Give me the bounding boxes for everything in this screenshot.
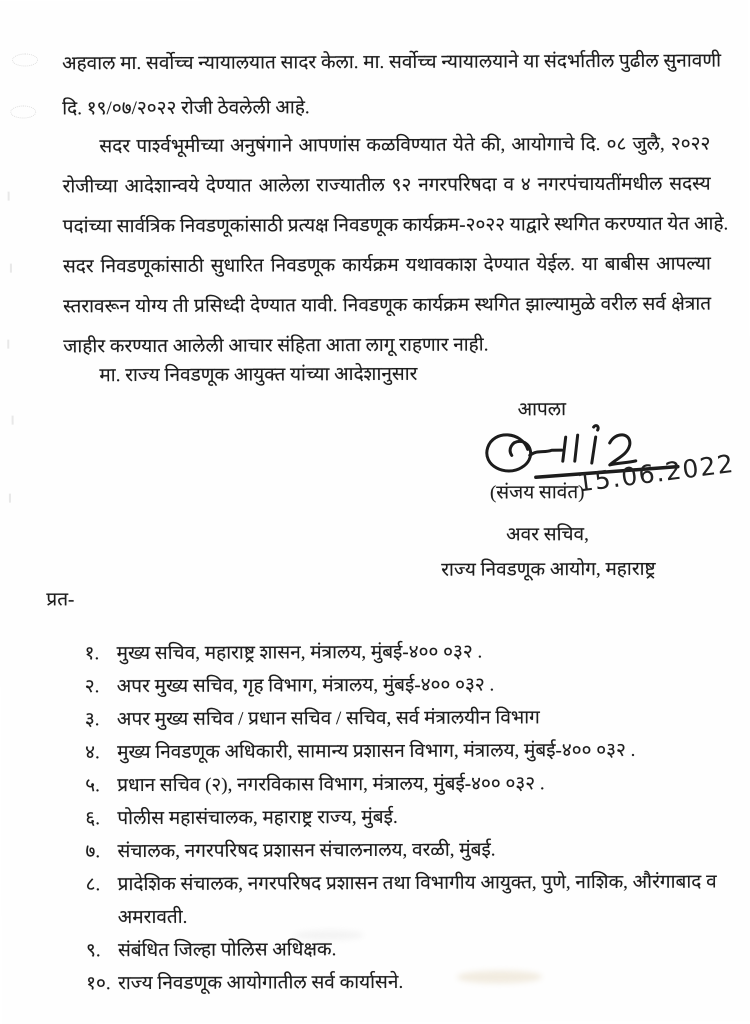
- paragraph-hearing-date: [62, 39, 722, 132]
- copy-item-number: ७.: [85, 841, 101, 863]
- copy-item-number: ३.: [84, 709, 100, 731]
- paragraph-line: पदांच्या सार्वत्रिक निवडणूकांसाठी प्रत्यक्ष निवडणूक कार्यक्रम-२०२२ याद्वारे स्थगित करण्यात येत आहे.: [62, 213, 729, 238]
- signatory-organization: राज्य निवडणूक आयोग, महाराष्ट्र: [441, 558, 656, 581]
- copy-item-text: अपर मुख्य सचिव, गृह विभाग, मंत्रालय, मुंबई-४०० ०३२ .: [116, 674, 495, 698]
- copy-item-number: १.: [84, 643, 100, 665]
- closing-salutation: आपला: [517, 399, 567, 421]
- handwritten-date: 15.06.2022: [575, 448, 737, 498]
- scan-artifact: [12, 416, 14, 425]
- copy-item-text: प्रादेशिक संचालक, नगरपरिषद प्रशासन तथा विभागीय आयुक्त, पुणे, नाशिक, औरंगाबाद व अमरावती.: [117, 871, 717, 929]
- copy-item-text: पोलीस महासंचालक, महाराष्ट्र राज्य, मुंबई.: [117, 806, 398, 830]
- copy-item-number: २.: [84, 676, 100, 698]
- copy-list-item: [85, 668, 717, 704]
- scan-artifact: [10, 264, 12, 273]
- copy-item-text: मुख्य सचिव, महाराष्ट्र शासन, मंत्रालय, मुंबई-४०० ०३२ .: [116, 641, 483, 665]
- copy-list-item: [85, 800, 717, 836]
- copy-item-text: राज्य निवडणूक आयोगातील सर्व कार्यासने.: [118, 971, 404, 995]
- copy-item-text: संबंधित जिल्हा पोलिस अधिक्षक.: [117, 939, 337, 962]
- copies-label: प्रत-: [46, 589, 75, 611]
- paragraph-line: रोजीच्या आदेशान्वये देण्यात आलेला राज्यातील ९२ नगरपरिषदा व ४ नगरपंचायतींमधील सदस्य: [62, 173, 711, 198]
- copy-list-item: [85, 701, 717, 737]
- paragraph-line: अहवाल मा. सर्वोच्च न्यायालयात सादर केला. मा. सर्वोच्च न्यायालयाने या संदर्भातील पुढील सुनावणी: [62, 50, 722, 75]
- copy-list-item: [85, 767, 717, 803]
- scan-artifact: [7, 340, 9, 349]
- copy-list-item: [85, 833, 717, 869]
- scan-artifact: [9, 494, 11, 503]
- copy-item-text: प्रधान सचिव (२), नगरविकास विभाग, मंत्रालय, मुंबई-४०० ०३२ .: [117, 773, 545, 797]
- scan-artifact: [10, 105, 36, 118]
- copy-list-item: [85, 734, 717, 770]
- signatory-name: (संजय सावंत): [489, 482, 585, 504]
- copy-item-number: ६.: [85, 808, 101, 830]
- copy-list-item: [85, 635, 717, 671]
- copy-item-number: १०.: [86, 973, 111, 995]
- paragraph-line: जाहीर करण्यात आलेली आचार संहिता आता लागू राहणार नाही.: [63, 334, 489, 358]
- by-order-line: मा. राज्य निवडणूक आयुक्त यांच्या आदेशानुसार: [99, 363, 418, 387]
- paragraph-postponement: [62, 125, 729, 368]
- copy-item-text: मुख्य निवडणूक अधिकारी, सामान्य प्रशासन विभाग, मंत्रालय, मुंबई-४०० ०३२ .: [117, 739, 636, 764]
- signatory-designation: अवर सचिव,: [506, 524, 589, 546]
- paragraph-line: सदर पार्श्वभूमीच्या अनुषंगाने आपणांस कळविण्यात येते की, आयोगाचे दि. ०८ जुलै, २०२२: [99, 133, 711, 158]
- copy-item-text: अपर मुख्य सचिव / प्रधान सचिव / सचिव, सर्व मंत्रालयीन विभाग: [116, 707, 540, 731]
- paragraph-line: दि. १९/०७/२०२२ रोजी ठेवलेली आहे.: [62, 97, 310, 120]
- copy-list-item: [86, 866, 718, 935]
- copy-item-number: ५.: [85, 775, 100, 797]
- paragraph-line: सदर निवडणूकांसाठी सुधारित निवडणूक कार्यक्रम यथावकाश देण्यात येईल. या बाबीस आपल्या: [62, 253, 711, 278]
- scan-artifact: [12, 53, 38, 66]
- copy-list-item: [86, 932, 718, 968]
- copy-item-number: ९.: [85, 940, 101, 962]
- copy-list-item: [86, 965, 718, 1001]
- paragraph-line: स्तरावरून योग्य ती प्रसिध्दी देण्यात यावी. निवडणूक कार्यक्रम स्थगित झाल्यामुळे वरील सर्व क्षेत्रात: [63, 293, 712, 318]
- copy-item-number: ४.: [85, 742, 100, 764]
- scan-artifact: [8, 192, 10, 201]
- copy-item-text: संचालक, नगरपरिषद प्रशासन संचालनालय, वरळी, मुंबई.: [117, 839, 496, 863]
- copies-list: [85, 635, 719, 1001]
- copy-item-number: ८.: [85, 874, 101, 896]
